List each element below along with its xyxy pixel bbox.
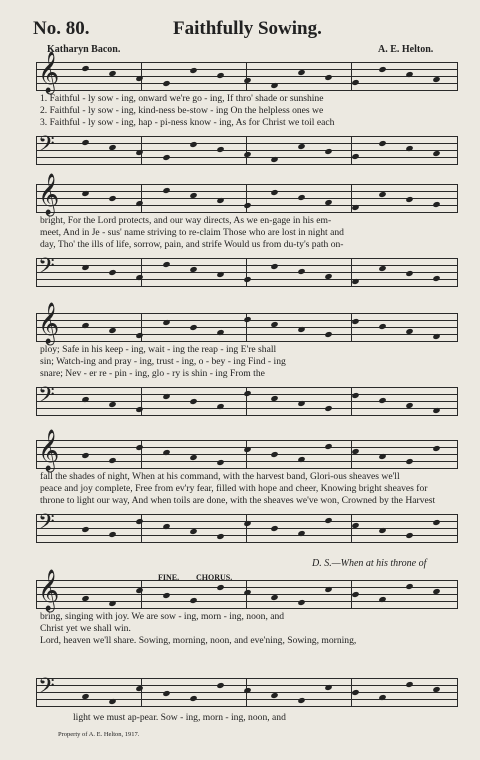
note-head [108, 269, 116, 276]
staff-line [36, 678, 458, 679]
treble-clef-icon: 𝄞 [38, 174, 60, 215]
note-head [432, 519, 440, 526]
note-head [162, 187, 170, 194]
note-head [351, 153, 359, 160]
note-head [297, 400, 305, 407]
staff-line [36, 601, 458, 602]
bar-line [36, 136, 37, 164]
treble-clef-icon: 𝄞 [38, 303, 60, 344]
lyric-line: bright, For the Lord protects, and our way directs, As we en-gage in his em- [40, 215, 332, 226]
note-head [189, 324, 197, 331]
treble-clef-icon: 𝄞 [38, 52, 60, 93]
note-head [189, 454, 197, 461]
bar-line [351, 313, 352, 341]
bar-line [36, 514, 37, 542]
note-head [297, 326, 305, 333]
note-head [270, 525, 278, 532]
staff-line [36, 440, 458, 441]
note-head [270, 82, 278, 89]
note-head [351, 79, 359, 86]
bar-line [246, 136, 247, 164]
note-head [351, 318, 359, 325]
staff-line [36, 143, 458, 144]
note-head [135, 406, 143, 413]
note-head [108, 327, 116, 334]
note-head [189, 398, 197, 405]
note-head [135, 332, 143, 339]
bar-line [36, 580, 37, 608]
note-head [108, 600, 116, 607]
note-head [297, 194, 305, 201]
lyric-line: peace and joy complete, Free from ev'ry fear, filled with hope and cheer, Knowing bright sheaves for [40, 483, 428, 494]
note-head [405, 196, 413, 203]
staff-line [36, 408, 458, 409]
note-head [405, 532, 413, 539]
note-head [270, 156, 278, 163]
bass-clef-icon: 𝄢 [38, 132, 55, 162]
bar-line [457, 313, 458, 341]
staff-line [36, 608, 458, 609]
staff-line [36, 706, 458, 707]
bar-line [36, 387, 37, 415]
bar-line [246, 62, 247, 90]
note-head [378, 527, 386, 534]
note-head [270, 263, 278, 270]
bass-staff [36, 510, 458, 542]
note-head [135, 685, 143, 692]
staff-line [36, 685, 458, 686]
note-head [405, 583, 413, 590]
note-head [162, 319, 170, 326]
staff-line [36, 327, 458, 328]
note-head [81, 65, 89, 72]
bar-line [351, 136, 352, 164]
note-head [432, 333, 440, 340]
staff-line [36, 272, 458, 273]
staff-line [36, 535, 458, 536]
note-head [324, 148, 332, 155]
note-head [162, 592, 170, 599]
staff-line [36, 164, 458, 165]
note-head [189, 67, 197, 74]
bass-clef-icon: 𝄢 [38, 383, 55, 413]
note-head [324, 517, 332, 524]
note-head [270, 692, 278, 699]
note-head [378, 140, 386, 147]
note-head [324, 331, 332, 338]
fine-marking: FINE. [158, 573, 180, 582]
note-head [243, 202, 251, 209]
note-head [108, 698, 116, 705]
bar-line [457, 580, 458, 608]
staff-line [36, 90, 458, 91]
ds-marking: D. S.—When at his throne of [312, 558, 427, 569]
bass-clef-icon: 𝄢 [38, 254, 55, 284]
staff-line [36, 313, 458, 314]
note-head [243, 316, 251, 323]
note-head [432, 201, 440, 208]
note-head [270, 451, 278, 458]
note-head [135, 518, 143, 525]
bar-line [36, 184, 37, 212]
bass-clef-icon: 𝄢 [38, 674, 55, 704]
bass-clef-icon: 𝄢 [38, 510, 55, 540]
note-head [378, 66, 386, 73]
note-head [351, 278, 359, 285]
note-head [243, 520, 251, 527]
bar-line [36, 678, 37, 706]
bar-line [457, 136, 458, 164]
staff-line [36, 401, 458, 402]
note-head [351, 392, 359, 399]
bar-line [457, 258, 458, 286]
bar-line [351, 440, 352, 468]
note-head [162, 154, 170, 161]
lyric-line: meet, And in Je - sus' name striving to re-claim Those who are lost in night and [40, 227, 344, 238]
note-head [108, 531, 116, 538]
bar-line [457, 514, 458, 542]
bar-line [351, 514, 352, 542]
bar-line [36, 313, 37, 341]
lyric-line: 2. Faithful - ly sow - ing, kind-ness be-stow - ing On the helpless ones we [40, 105, 324, 116]
note-head [324, 684, 332, 691]
staff-line [36, 341, 458, 342]
staff-line [36, 580, 458, 581]
staff-line [36, 514, 458, 515]
treble-staff [36, 303, 458, 344]
bar-line [246, 514, 247, 542]
lyric-line: ploy; Safe in his keep - ing, wait - ing the reap - ing E're shall [40, 344, 277, 355]
lyric-line: Lord, heaven we'll share. Sowing, morning, noon, and eve'ning, Sowing, morning, [40, 635, 357, 646]
bass-staff [36, 132, 458, 164]
staff-line [36, 454, 458, 455]
bar-line [141, 184, 142, 212]
note-head [324, 74, 332, 81]
note-head [216, 533, 224, 540]
bass-staff [36, 254, 458, 286]
bar-line [457, 62, 458, 90]
staff-line [36, 198, 458, 199]
staff-line [36, 212, 458, 213]
note-head [270, 189, 278, 196]
note-head [270, 594, 278, 601]
note-head [432, 150, 440, 157]
note-head [81, 452, 89, 459]
note-head [378, 265, 386, 272]
bar-line [36, 62, 37, 90]
note-head [297, 697, 305, 704]
staff-line [36, 62, 458, 63]
note-head [81, 264, 89, 271]
staff-line [36, 387, 458, 388]
note-head [135, 75, 143, 82]
note-head [432, 275, 440, 282]
note-head [405, 270, 413, 277]
bar-line [351, 387, 352, 415]
note-head [162, 393, 170, 400]
note-head [297, 268, 305, 275]
bar-line [141, 258, 142, 286]
bar-line [36, 258, 37, 286]
note-head [405, 458, 413, 465]
note-head [432, 407, 440, 414]
note-head [351, 591, 359, 598]
lyric-line: fall the shades of night, When at his command, with the harvest band, Glori-ous sheaves we'll [40, 471, 400, 482]
note-head [297, 69, 305, 76]
note-head [216, 459, 224, 466]
staff-line [36, 415, 458, 416]
bar-line [457, 184, 458, 212]
note-head [351, 204, 359, 211]
note-head [135, 149, 143, 156]
lyric-line: snare; Nev - er re - pin - ing, glo - ry is shin - ing From the [40, 368, 265, 379]
chorus-marking: CHORUS. [196, 573, 233, 582]
staff-line [36, 258, 458, 259]
lyric-line: Christ yet we shall win. [40, 623, 131, 634]
note-head [162, 261, 170, 268]
staff-line [36, 191, 458, 192]
note-head [324, 586, 332, 593]
bass-staff [36, 674, 458, 706]
note-head [243, 446, 251, 453]
staff-line [36, 184, 458, 185]
note-head [81, 526, 89, 533]
hymn-number: No. 80. [33, 18, 90, 39]
note-head [108, 195, 116, 202]
note-head [216, 271, 224, 278]
note-head [243, 390, 251, 397]
note-head [216, 72, 224, 79]
bar-line [457, 387, 458, 415]
note-head [432, 445, 440, 452]
staff-line [36, 286, 458, 287]
staff-line [36, 461, 458, 462]
lyric-line: throne to light our way, And when toils are done, with the sheaves we've won, Crowned by the Harvest [40, 495, 436, 506]
staff-line [36, 136, 458, 137]
staff-line [36, 69, 458, 70]
lyric-line: bring, singing with joy. We are sow - ing, morn - ing, noon, and [40, 611, 285, 622]
note-head [216, 146, 224, 153]
bass-staff [36, 383, 458, 415]
staff-line [36, 265, 458, 266]
note-head [216, 584, 224, 591]
note-head [108, 401, 116, 408]
staff-line [36, 699, 458, 700]
staff-line [36, 528, 458, 529]
lyricist-credit: Katharyn Bacon. [47, 44, 121, 55]
bar-line [141, 678, 142, 706]
note-head [162, 80, 170, 87]
lyric-line: day, Tho' the ills of life, sorrow, pain, and strife Would us from du-ty's path on- [40, 239, 344, 250]
hymn-title: Faithfully Sowing. [173, 18, 322, 39]
staff-line [36, 334, 458, 335]
note-head [432, 76, 440, 83]
note-head [405, 681, 413, 688]
composer-credit: A. E. Helton. [378, 44, 434, 55]
treble-staff [36, 430, 458, 471]
note-head [189, 141, 197, 148]
note-head [297, 143, 305, 150]
note-head [216, 197, 224, 204]
bar-line [457, 678, 458, 706]
lyric-line: 3. Faithful - ly sow - ing, hap - pi-ness know - ing, As for Christ we toil each [40, 117, 335, 128]
note-head [81, 190, 89, 197]
note-head [216, 682, 224, 689]
bar-line [141, 580, 142, 608]
note-head [108, 457, 116, 464]
staff-line [36, 587, 458, 588]
note-head [189, 528, 197, 535]
bar-line [351, 62, 352, 90]
bar-line [246, 440, 247, 468]
bar-line [457, 440, 458, 468]
note-head [162, 690, 170, 697]
note-head [135, 587, 143, 594]
staff-line [36, 468, 458, 469]
note-head [324, 405, 332, 412]
bass-lyric-line: light we must ap-pear. Sow - ing, morn - ing, noon, and [73, 712, 286, 723]
treble-staff [36, 52, 458, 93]
note-head [297, 599, 305, 606]
note-head [351, 689, 359, 696]
note-head [189, 597, 197, 604]
bar-line [36, 440, 37, 468]
note-head [378, 191, 386, 198]
note-head [378, 323, 386, 330]
treble-clef-icon: 𝄞 [38, 430, 60, 471]
note-head [324, 443, 332, 450]
note-head [378, 453, 386, 460]
note-head [378, 397, 386, 404]
treble-clef-icon: 𝄞 [38, 570, 60, 611]
note-head [189, 695, 197, 702]
note-head [243, 276, 251, 283]
copyright-footer: Property of A. E. Helton, 1917. [58, 731, 140, 738]
treble-staff [36, 174, 458, 215]
lyric-line: sin; Watch-ing and pray - ing, trust - ing, o - bey - ing Find - ing [40, 356, 286, 367]
lyric-line: 1. Faithful - ly sow - ing, onward we're go - ing, If thro' shade or sunshine [40, 93, 324, 104]
note-head [135, 444, 143, 451]
note-head [81, 139, 89, 146]
staff-line [36, 542, 458, 543]
